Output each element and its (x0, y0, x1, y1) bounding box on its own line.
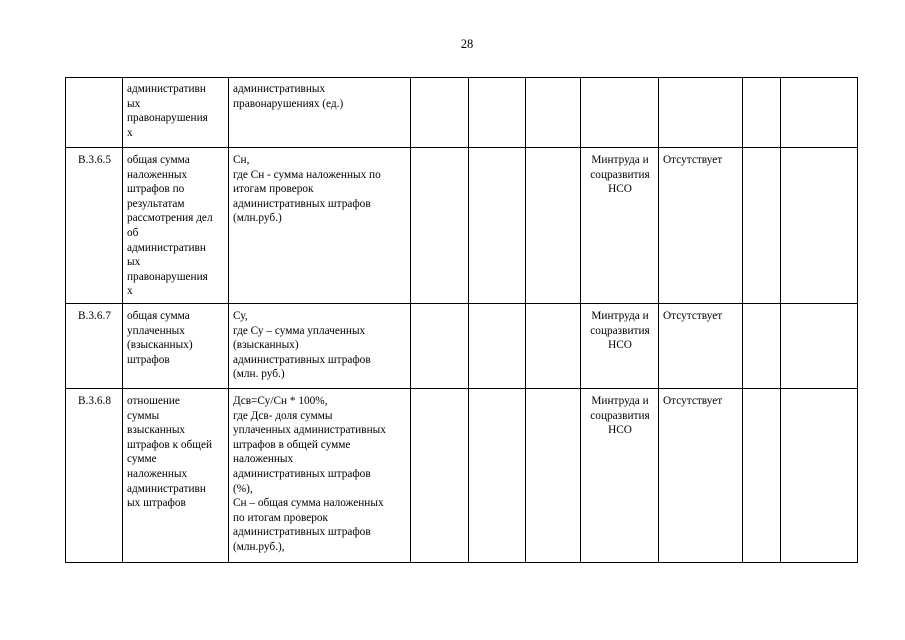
empty-cell (411, 304, 469, 389)
table-row (66, 304, 858, 389)
value-cell: Отсутствует (659, 389, 743, 563)
empty-cell (743, 78, 781, 148)
formula-cell: Дсв=Су/Сн * 100%, где Дсв- доля суммы уплаченных административных штрафов в общей сумме наложенных административных штрафов (%), Сн – общая сумма наложенных по итогам проверок административных штрафов (млн.руб.), (229, 389, 411, 563)
empty-cell (781, 304, 858, 389)
name-cell: общая сумма уплаченных (взысканных) штрафов (123, 304, 229, 389)
empty-cell (526, 389, 581, 563)
empty-cell (469, 304, 526, 389)
empty-cell (743, 389, 781, 563)
code-cell: В.3.6.5 (66, 148, 123, 304)
table-row (66, 389, 858, 563)
empty-cell (781, 389, 858, 563)
empty-cell (743, 148, 781, 304)
source-cell (581, 78, 659, 148)
indicator-table (65, 77, 858, 563)
empty-cell (411, 148, 469, 304)
empty-cell (526, 78, 581, 148)
name-cell: административн ых правонарушения х (123, 78, 229, 148)
empty-cell (781, 78, 858, 148)
source-cell: Минтруда и соцразвития НСО (581, 148, 659, 304)
value-cell: Отсутствует (659, 148, 743, 304)
table-row (66, 78, 858, 148)
code-cell: В.3.6.8 (66, 389, 123, 563)
name-cell: отношение суммы взысканных штрафов к общей сумме наложенных административн ых штрафов (123, 389, 229, 563)
code-cell (66, 78, 123, 148)
source-cell: Минтруда и соцразвития НСО (581, 304, 659, 389)
empty-cell (469, 148, 526, 304)
code-cell: В.3.6.7 (66, 304, 123, 389)
formula-cell: административных правонарушениях (ед.) (229, 78, 411, 148)
empty-cell (469, 389, 526, 563)
empty-cell (526, 148, 581, 304)
empty-cell (469, 78, 526, 148)
value-cell (659, 78, 743, 148)
table-row (66, 148, 858, 304)
empty-cell (411, 78, 469, 148)
empty-cell (743, 304, 781, 389)
name-cell: общая сумма наложенных штрафов по результатам рассмотрения дел об административн ых правонарушения х (123, 148, 229, 304)
page-number: 28 (460, 37, 474, 51)
formula-cell: Сн, где Сн - сумма наложенных по итогам проверок административных штрафов (млн.руб.) (229, 148, 411, 304)
empty-cell (781, 148, 858, 304)
source-cell: Минтруда и соцразвития НСО (581, 389, 659, 563)
empty-cell (526, 304, 581, 389)
value-cell: Отсутствует (659, 304, 743, 389)
formula-cell: Су, где Су – сумма уплаченных (взысканных) административных штрафов (млн. руб.) (229, 304, 411, 389)
empty-cell (411, 389, 469, 563)
